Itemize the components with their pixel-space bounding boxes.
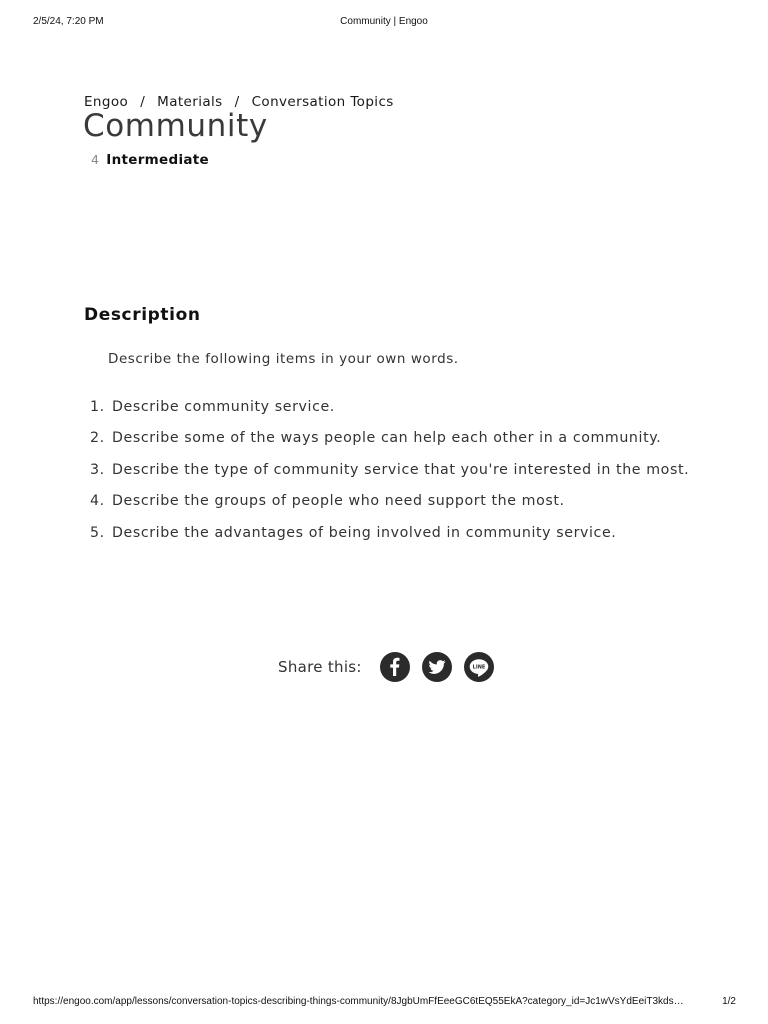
page-title: Community: [83, 108, 268, 144]
list-item-number: 1.: [90, 399, 105, 415]
level-number: 4: [91, 152, 100, 167]
facebook-share-button[interactable]: [380, 652, 410, 682]
list-item-number: 5.: [90, 524, 105, 541]
description-list: [90, 399, 689, 556]
print-header: [0, 16, 768, 30]
description-heading: Description: [84, 305, 201, 325]
list-item-number: 2.: [90, 430, 105, 447]
print-url: https://engoo.com/app/lessons/conversation-topics-describing-things-community/8JgbUmFfEeeGC6tEQ55EkA?category_id=Jc1wVsYdEeiT3kds…: [33, 996, 684, 1007]
twitter-icon: [422, 652, 452, 682]
list-item-number: 4.: [90, 493, 105, 510]
list-item-text: Describe some of the ways people can help each other in a community.: [112, 430, 662, 447]
breadcrumb-conversation-topics[interactable]: Conversation Topics: [251, 94, 394, 110]
line-icon: [464, 652, 494, 682]
share-label: Share this:: [278, 658, 362, 676]
list-item-text: Describe community service.: [112, 399, 335, 415]
level-indicator: [91, 152, 209, 168]
description-intro: Describe the following items in your own words.: [108, 351, 459, 367]
list-item: [90, 430, 689, 461]
print-datetime: 2/5/24, 7:20 PM: [33, 16, 104, 27]
print-page-title: Community | Engoo: [340, 16, 428, 27]
print-footer: [0, 996, 768, 1010]
share-bar: [278, 652, 506, 682]
level-label: Intermediate: [106, 152, 209, 168]
list-item-text: Describe the groups of people who need support the most.: [112, 493, 565, 510]
list-item-text: Describe the advantages of being involved in community service.: [112, 524, 617, 541]
list-item: [90, 525, 689, 556]
facebook-icon: [380, 652, 410, 682]
breadcrumb-engoo[interactable]: Engoo: [84, 94, 129, 110]
breadcrumb-separator: /: [140, 94, 146, 110]
list-item: [90, 462, 689, 493]
print-page-number: 1/2: [722, 996, 736, 1007]
list-item: [90, 493, 689, 524]
breadcrumb-materials[interactable]: Materials: [157, 94, 223, 110]
list-item: [90, 399, 689, 430]
twitter-share-button[interactable]: [422, 652, 452, 682]
line-share-button[interactable]: [464, 652, 494, 682]
line-icon-text: LINE: [472, 664, 486, 671]
list-item-text: Describe the type of community service that you're interested in the most.: [112, 461, 690, 478]
list-item-number: 3.: [90, 461, 105, 478]
breadcrumb-separator: /: [234, 94, 240, 110]
